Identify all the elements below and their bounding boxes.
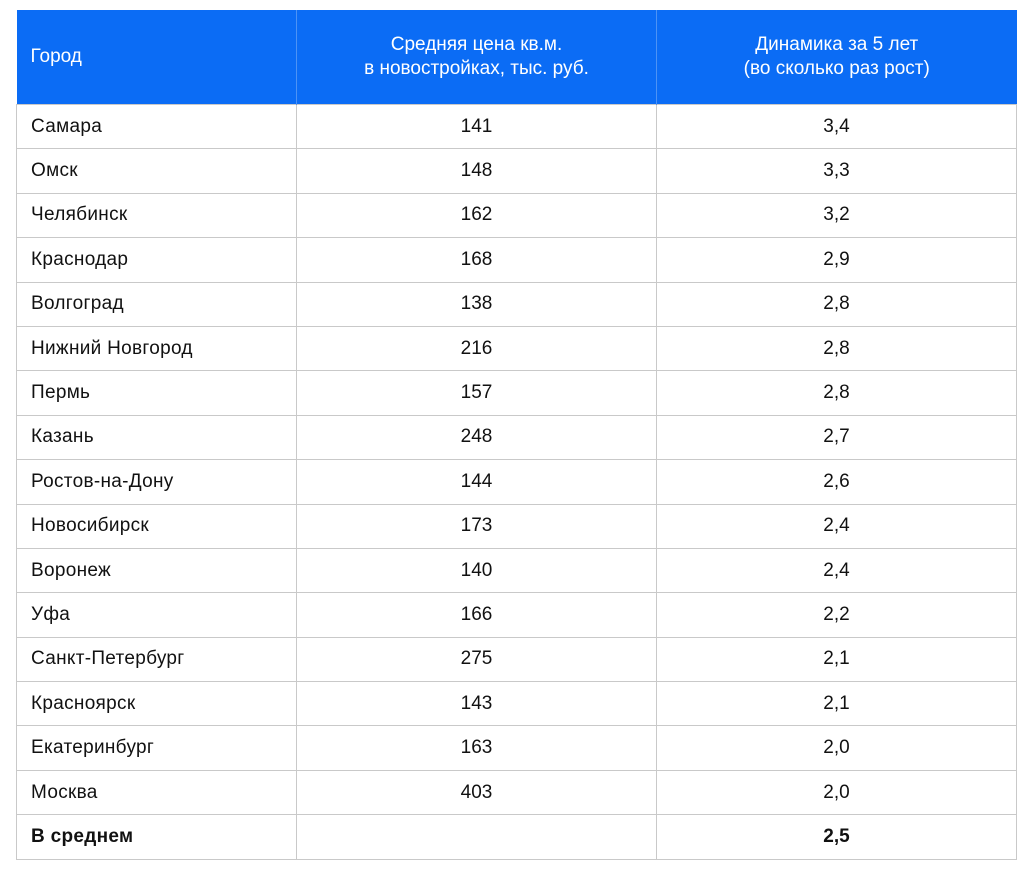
city-price-table	[16, 10, 1017, 860]
cell-growth: 2,8	[657, 326, 1017, 370]
header-row	[17, 10, 1017, 105]
cell-price: 216	[297, 326, 657, 370]
header-growth	[657, 10, 1017, 105]
cell-price: 144	[297, 460, 657, 504]
city-name: Москва	[31, 781, 98, 803]
cell-city	[17, 415, 297, 459]
cell-city	[17, 504, 297, 548]
table-row	[17, 460, 1017, 504]
table-row	[17, 415, 1017, 459]
cell-city	[17, 326, 297, 370]
table-row	[17, 193, 1017, 237]
cell-price: 143	[297, 682, 657, 726]
header-city-label: Город	[30, 46, 82, 67]
table-row	[17, 238, 1017, 282]
cell-growth: 2,9	[657, 238, 1017, 282]
city-name: Новосибирск	[31, 515, 150, 537]
table-body	[17, 105, 1017, 860]
data-table-container	[16, 10, 1016, 860]
table-row	[17, 682, 1017, 726]
cell-growth: 3,2	[657, 193, 1017, 237]
cell-growth: 3,4	[657, 105, 1017, 149]
cell-price: 168	[297, 238, 657, 282]
cell-city	[17, 770, 297, 814]
cell-price: 166	[297, 593, 657, 637]
cell-price: 141	[297, 105, 657, 149]
cell-growth: 2,4	[657, 504, 1017, 548]
cell-city	[17, 371, 297, 415]
cell-city	[17, 593, 297, 637]
header-growth-line2: (во сколько раз рост)	[743, 58, 930, 79]
cell-city	[17, 282, 297, 326]
cell-price: 157	[297, 371, 657, 415]
city-name: Самара	[31, 115, 103, 137]
cell-growth: 2,6	[657, 460, 1017, 504]
cell-price: 248	[297, 415, 657, 459]
city-name: Омск	[31, 160, 78, 182]
highlight-marker	[31, 249, 128, 271]
table-row	[17, 105, 1017, 149]
city-name: Казань	[31, 426, 94, 448]
city-name: Волгоград	[31, 293, 124, 315]
cell-growth: 2,2	[657, 593, 1017, 637]
table-header	[17, 10, 1017, 105]
average-label: В среднем	[17, 815, 297, 859]
table-row	[17, 282, 1017, 326]
city-name: Воронеж	[31, 559, 112, 581]
header-price-line1: Средняя цена кв.м.	[390, 34, 563, 55]
average-row	[17, 815, 1017, 859]
cell-city	[17, 460, 297, 504]
cell-city	[17, 105, 297, 149]
cell-city	[17, 193, 297, 237]
city-name: Ростов-на-Дону	[31, 470, 174, 492]
cell-city	[17, 548, 297, 592]
cell-price: 162	[297, 193, 657, 237]
city-name: Уфа	[31, 603, 71, 625]
header-price	[297, 10, 657, 105]
average-growth: 2,5	[657, 815, 1017, 859]
cell-growth: 2,1	[657, 682, 1017, 726]
cell-city	[17, 637, 297, 681]
cell-price: 163	[297, 726, 657, 770]
city-name: Краснодар	[31, 248, 129, 270]
cell-growth: 2,0	[657, 770, 1017, 814]
table-row	[17, 504, 1017, 548]
cell-growth: 3,3	[657, 149, 1017, 193]
cell-price: 138	[297, 282, 657, 326]
table-row	[17, 326, 1017, 370]
header-growth-line1: Динамика за 5 лет	[755, 34, 919, 55]
city-name: Красноярск	[31, 692, 136, 714]
cell-growth: 2,7	[657, 415, 1017, 459]
cell-city	[17, 149, 297, 193]
cell-price: 140	[297, 548, 657, 592]
city-name: Екатеринбург	[31, 737, 155, 759]
cell-growth: 2,8	[657, 371, 1017, 415]
average-price	[297, 815, 657, 859]
cell-growth: 2,8	[657, 282, 1017, 326]
cell-growth: 2,0	[657, 726, 1017, 770]
table-row	[17, 726, 1017, 770]
cell-city	[17, 682, 297, 726]
header-city	[17, 10, 297, 105]
cell-price: 148	[297, 149, 657, 193]
cell-city	[17, 726, 297, 770]
city-name: Пермь	[31, 382, 91, 404]
table-row	[17, 593, 1017, 637]
cell-price: 173	[297, 504, 657, 548]
cell-price: 275	[297, 637, 657, 681]
cell-price: 403	[297, 770, 657, 814]
city-name: Санкт-Петербург	[31, 648, 185, 670]
table-row	[17, 637, 1017, 681]
city-name: Челябинск	[31, 204, 128, 226]
table-row	[17, 371, 1017, 415]
cell-growth: 2,4	[657, 548, 1017, 592]
table-row	[17, 149, 1017, 193]
city-name: Нижний Новгород	[31, 337, 193, 359]
header-price-line2: в новостройках, тыс. руб.	[364, 58, 589, 79]
cell-growth: 2,1	[657, 637, 1017, 681]
table-row	[17, 770, 1017, 814]
cell-city	[17, 238, 297, 282]
table-row	[17, 548, 1017, 592]
